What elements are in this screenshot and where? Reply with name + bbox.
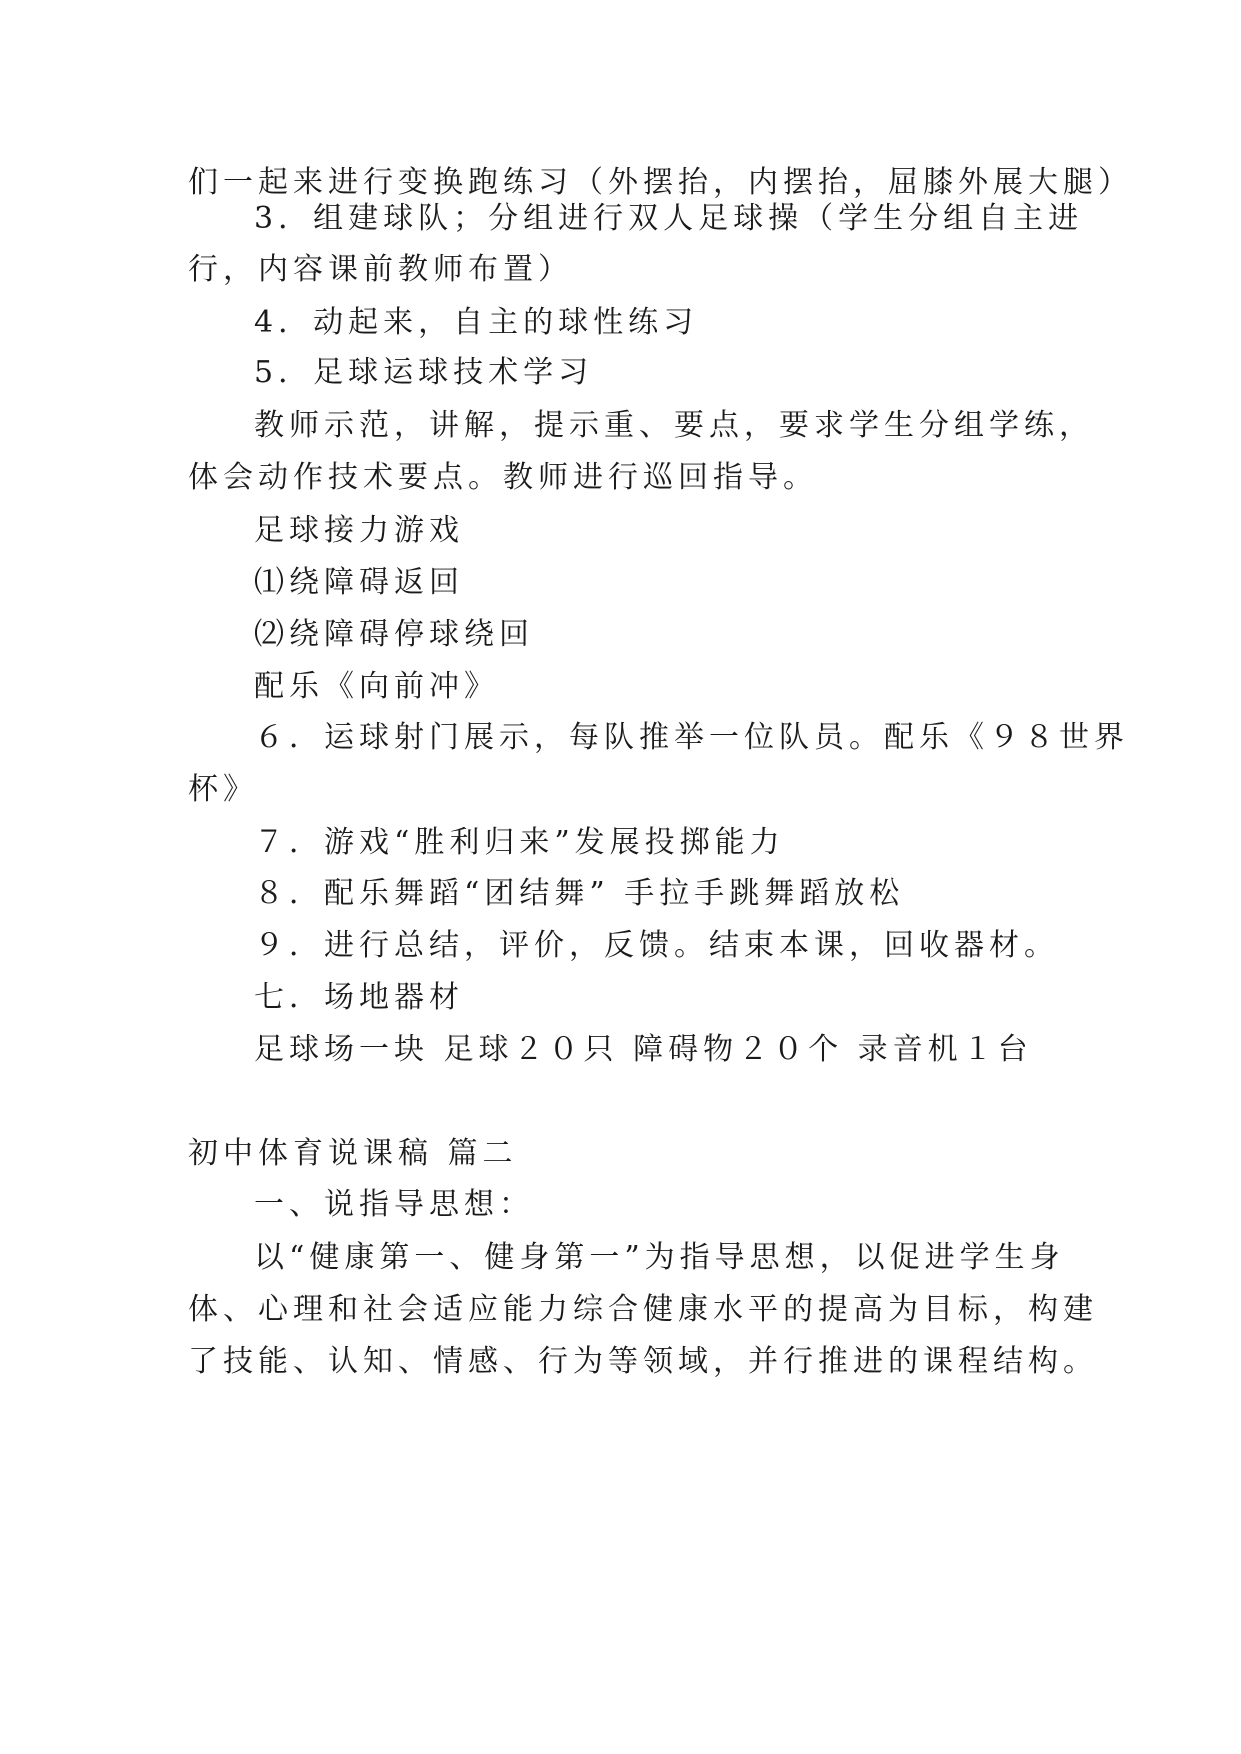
text-line: 3．组建球队；分组进行双人足球操（学生分组自主进 xyxy=(254,201,1084,236)
section-heading: 初中体育说课稿 篇二 xyxy=(188,1136,518,1171)
text-line: 4．动起来，自主的球性练习 xyxy=(254,305,699,340)
text-line: 配乐《向前冲》 xyxy=(254,669,499,704)
text-line: 足球场一块 足球２０只 障碍物２０个 录音机１台 xyxy=(254,1032,1033,1067)
text-line: ７．游戏“胜利归来”发展投掷能力 xyxy=(254,825,785,860)
text-line: 一、说指导思想： xyxy=(254,1187,534,1222)
text-line: ６．运球射门展示，每队推举一位队员。配乐《９８世界 xyxy=(254,720,1129,755)
text-line: 行，内容课前教师布置） xyxy=(188,252,573,287)
text-line: 体、心理和社会适应能力综合健康水平的提高为目标，构建 xyxy=(188,1292,1098,1327)
text-line: 以“健康第一、健身第一”为指导思想，以促进学生身 xyxy=(254,1240,1065,1275)
text-line: 教师示范，讲解，提示重、要点，要求学生分组学练， xyxy=(254,408,1094,443)
text-line: 了技能、认知、情感、行为等领域，并行推进的课程结构。 xyxy=(188,1344,1098,1379)
text-line: ８．配乐舞蹈“团结舞” 手拉手跳舞蹈放松 xyxy=(254,876,905,911)
text-line: 5．足球运球技术学习 xyxy=(254,355,594,390)
text-line: ⑵绕障碍停球绕回 xyxy=(254,617,534,652)
text-line: 七．场地器材 xyxy=(254,980,464,1015)
text-line: 杯》 xyxy=(188,772,258,807)
text-line: ⑴绕障碍返回 xyxy=(254,565,464,600)
text-line: 足球接力游戏 xyxy=(254,513,464,548)
text-line: 体会动作技术要点。教师进行巡回指导。 xyxy=(188,460,818,495)
text-line: ９．进行总结，评价，反馈。结束本课，回收器材。 xyxy=(254,928,1059,963)
text-line: 们一起来进行变换跑练习（外摆抬，内摆抬，屈膝外展大腿） xyxy=(188,165,1133,200)
